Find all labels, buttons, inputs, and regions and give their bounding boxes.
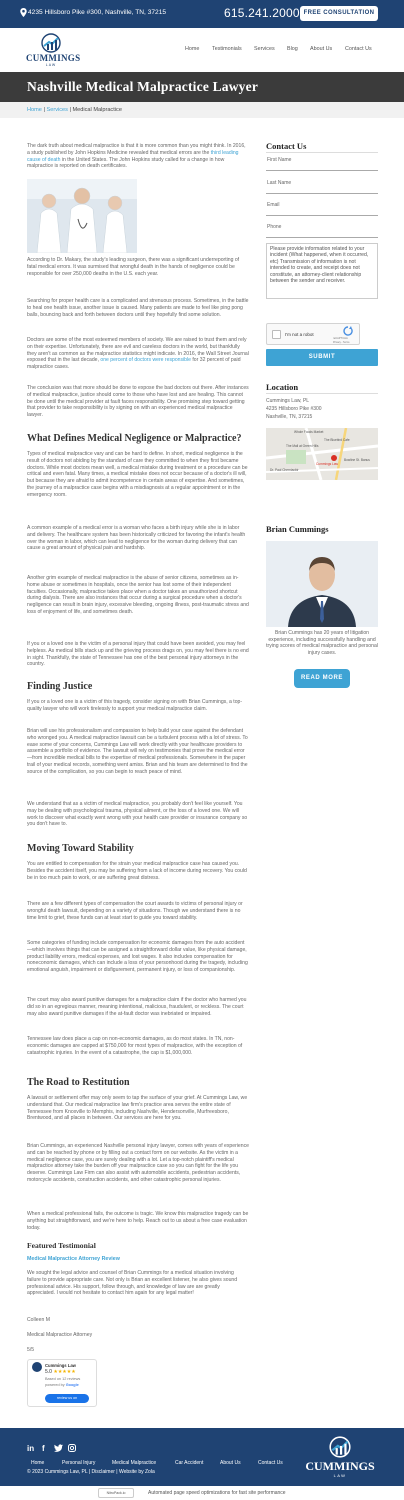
testimonial-body: We sought the legal advice and counsel of Brian Cummings for a medical situation involving failure to provide appropriate care. Not only is Brian an excellent listener, he also gives sound professional advice. His support, follow through, and knowledge of law are are greatly appreciated. I would not hesitate to contact him again for any legal matter! bbox=[27, 1270, 238, 1297]
footer-nav-contact-us[interactable]: Contact Us bbox=[258, 1460, 283, 1466]
bio-heading: Brian Cummings bbox=[266, 524, 329, 534]
breadcrumb-separator: | bbox=[41, 107, 47, 113]
location-heading: Location bbox=[266, 382, 299, 392]
nav-services[interactable]: Services bbox=[254, 46, 275, 52]
logo-subtitle: LAW bbox=[45, 63, 57, 67]
testimonial-rating: 5/5 bbox=[27, 1347, 35, 1353]
message-textarea[interactable]: Please provide information related to your incident (What happened, when it occurred, etc) Transmission of information is not intended to create, and receipt does not constitute, an attorney-client relationship between the sender and receiver. bbox=[266, 243, 378, 299]
header-phone[interactable]: 615.241.2000 bbox=[224, 6, 300, 20]
article-paragraph: Brian Cummings, an experienced Nashville personal injury lawyer, comes with years of experience and can be reached by phone or by filling out a contact form on our website. As the victim in a medical negligence case, you are surely dealing with a lot. Let a top-notch plaintiff's medical malpractice attorney take the burden off your malpractice case so you can fight for the life you deserve. Cummings Law Firm can also assist with automobile accidents, pedestrian accidents, motorcycle accidents, construction accidents, and other catastrophic personal injuries. bbox=[27, 1143, 249, 1183]
article-paragraph: Some categories of funding include compensation for economic damages from the auto accident—which involves things that can be assigned a straightforward dollar value, like physical damage, product liability errors, medical expenses, and lost wages. It also includes compensation for noneconomic damages, which can include a loss of your personhood during the tragedy, including emotional anguish, impairment or disfigurement, permanent injury, or loss of companionship. bbox=[27, 940, 248, 974]
footer-logo-wordmark: CUMMINGS bbox=[305, 1459, 375, 1473]
article-paragraph: When a medical professional fails, the outcome is tragic. We know this malpractice tragedy can be anything but straightforward, and we're here to help. Reach out to us about a free case evaluation today. bbox=[27, 1211, 249, 1231]
nav-contact-us[interactable]: Contact Us bbox=[345, 46, 372, 52]
map-label: Bowline St. Banus bbox=[344, 458, 370, 462]
logo-emblem-icon bbox=[328, 1436, 352, 1458]
site-header bbox=[0, 28, 404, 72]
divider bbox=[266, 152, 378, 153]
review-score: 5.0 bbox=[45, 1369, 52, 1375]
location-pin-icon bbox=[20, 8, 27, 17]
recaptcha-widget[interactable] bbox=[266, 323, 360, 345]
header-address: 4235 Hillsboro Pike #300, Nashville, TN, 37215 bbox=[28, 9, 167, 16]
submit-button[interactable]: SUBMIT bbox=[266, 349, 378, 366]
article-paragraph: Brian will use his professionalism and compassion to help build your case against the defendant who wronged you. A medical malpractice lawsuit can be a turbulent process with a lot of stress. To ease some of your concerns, Cummings Law will work directly with your healthcare providers to assemble a portfolio of evidence. The lawsuit will rely on testimonies that prove the medical error—from incredible medical bills to the expertise of medical professionals. Somewhere in the paper trail of your medical records, something went amiss. Brian and his team are determined to find the source of the complication, so you can begin to reach peace of mind. bbox=[27, 728, 248, 775]
section-heading: Moving Toward Stability bbox=[27, 843, 134, 854]
nitropack-badge[interactable]: NitroPack.io bbox=[98, 1488, 134, 1498]
article-paragraph: According to Dr. Makary, the study's leading surgeon, there was a significant underreporting of fatal medical errors. It was surmised that wrongful death in the hands of negligence could be responsible for over 250,000 deaths in the U.S. each year. bbox=[27, 257, 240, 277]
location-map[interactable] bbox=[266, 428, 378, 480]
testimonial-author: Colleen M bbox=[27, 1317, 50, 1323]
footer-logo[interactable] bbox=[302, 1436, 378, 1480]
last-name-field[interactable]: Last Name bbox=[267, 180, 292, 186]
footer-nav-home[interactable]: Home bbox=[31, 1460, 45, 1466]
powered-by-label: powered by bbox=[45, 1383, 65, 1387]
article-paragraph: You are entitled to compensation for the strain your medical malpractice case has caused you. Besides the accident itself, you may be suffering from a lack of income during recovery. You could be in too much pain to work, or are suffering great distress. bbox=[27, 861, 247, 881]
nitropack-strip bbox=[0, 1486, 404, 1500]
map-label: Dr. Paul Cherniacktr bbox=[270, 468, 299, 472]
nitropack-text: Automated page speed optimizations for fast site performance bbox=[148, 1490, 286, 1496]
article-paragraph: If you or a loved one is the victim of a personal injury that could have been avoided, you may feel helpless. As medical bills stack up and the grieving process drags on, you may feel there is no end in sight. Thankfully, the state of Tennessee has one of the best personal injury attorneys in the country. bbox=[27, 641, 249, 668]
linkedin-icon[interactable]: in bbox=[27, 1444, 35, 1453]
article-paragraph: Types of medical malpractice vary and can be hard to define. In short, medical negligence is the result of doctors not abiding by the standard of care they committed to when they first became doctors. While most doctors mean well, a medical mistake during treatment or a procedure can be critical and even fatal. Many times, a medical mistake does not occur because of a doctor's ill will, but because they are afraid to admit incompetence in certain areas of expertise. And sometimes, the journey of a malpractice case begins with a misdiagnosis at a regular appointment or in the emergency room. bbox=[27, 451, 248, 498]
third-leading-cause-link[interactable]: third leading cause of death bbox=[27, 149, 239, 163]
divider bbox=[266, 393, 378, 394]
nav-testimonials[interactable]: Testimonials bbox=[212, 46, 242, 52]
article-paragraph: The court may also award punitive damages for a malpractice claim if the doctor who harmed you did so in an egregious manner, meaning intentional, malicious, fraudulent, or reckless. The court may also award punitive damages if the at-fault doctor was inebriated or impaired. bbox=[27, 997, 247, 1017]
breadcrumb bbox=[0, 102, 404, 118]
breadcrumb-separator: | bbox=[67, 107, 73, 113]
footer-nav-car-accident[interactable]: Car Accident bbox=[175, 1460, 204, 1466]
article-paragraph: Tennessee law does place a cap on non-economic damages, as do most states. In TN, non-economic damages are capped at $750,000 for most types of malpractice, with the exception of catastrophic injuries. In the event of a catastrophe, the cap is $1,000,000. bbox=[27, 1036, 243, 1056]
page-hero bbox=[0, 72, 404, 102]
breadcrumb-current: Medical Malpractice bbox=[72, 107, 122, 113]
breadcrumb-services[interactable]: Services bbox=[46, 107, 68, 113]
footer-nav-personal-injury[interactable]: Personal Injury bbox=[62, 1460, 96, 1466]
map-label: The Mall at Green Hills bbox=[286, 444, 319, 448]
captcha-terms[interactable]: Privacy - Terms bbox=[333, 341, 350, 344]
testimonial-role: Medical Malpractice Attorney bbox=[27, 1332, 93, 1338]
article-paragraph: A common example of a medical error is a woman who faces a birth injury while she is in labor and delivery. The healthcare system has been historically criticized for favoring the infant's health over the woman in labor, which can lead to negligence for the woman during delivery that can cause a great amount of physical pain and hardship. bbox=[27, 525, 246, 552]
facebook-icon[interactable]: f bbox=[42, 1444, 45, 1453]
doctors-photo bbox=[27, 179, 137, 253]
map-label: The Bluebird Cafe bbox=[324, 438, 350, 442]
site-footer bbox=[0, 1428, 404, 1486]
location-city: Nashville, TN, 37215 bbox=[266, 414, 313, 420]
nav-blog[interactable]: Blog bbox=[287, 46, 298, 52]
footer-nav-about-us[interactable]: About Us bbox=[220, 1460, 241, 1466]
one-percent-doctors-link[interactable]: one percent of doctors were responsible bbox=[100, 357, 191, 364]
footer-logo-subtitle: LAW bbox=[333, 1473, 347, 1478]
article-paragraph: Doctors are some of the most esteemed members of society. We are raised to trust them and rely on their expertise. Unfortunately, there are evil and careless doctors in the world, but thankfully they aren't as common as the malpractice statistics might indicate. In 2016, the Wall Street Journal exposed that in the last decade, one percent of doctors were responsible for 32 percent of paid malpractice cases. bbox=[27, 337, 249, 371]
article-paragraph: The conclusion was that more should be done to expose the bad doctors out there. After instances of medical malpractice, justice should come to those who have lost and are healing. This cannot be done until the medical provider at fault faces responsibility. One promising step toward getting that provider to take responsibility is by signing on with an experienced medical malpractice lawyer. bbox=[27, 385, 249, 419]
first-name-underline bbox=[266, 170, 378, 171]
testimonial-heading: Featured Testimonial bbox=[27, 1241, 96, 1250]
recaptcha-icon bbox=[343, 326, 353, 336]
location-street: 4235 Hillsboro Pike #300 bbox=[266, 406, 322, 412]
article-paragraph: There are a few different types of compensation the court awards to victims of personal injury or wrongful death lawsuit, depending on a variety of situations. Though we understand there is no time limit to grief, these funds can at least start to guide you toward stability. bbox=[27, 901, 243, 921]
instagram-icon[interactable] bbox=[68, 1444, 76, 1452]
phone-underline bbox=[266, 237, 378, 238]
bio-text: Brian Cummings has 20 years of litigation experience, including successfully handling and trying scores of medical malpractice and personal injury cases. bbox=[266, 630, 378, 656]
star-rating-icon: ★★★★★ bbox=[53, 1369, 76, 1375]
read-more-button[interactable]: READ MORE bbox=[294, 669, 350, 688]
article-paragraph: A lawsuit or settlement offer may only seem to tap the surface of your grief. At Cummings Law, we understand that. Our medical malpractice law firm's practice area serves the entire state of Tennessee from Knoxville to Memphis, including Nashville, Hendersonville, Murfreesboro, Brentwood, and all places in between. Our services are here for you. bbox=[27, 1095, 248, 1122]
captcha-checkbox[interactable] bbox=[272, 330, 281, 339]
section-heading: What Defines Medical Negligence or Malpractice? bbox=[27, 433, 242, 444]
nav-about-us[interactable]: About Us bbox=[310, 46, 333, 52]
footer-copyright: © 2023 Cummings Law, PL | Disclaimer | Website by Zola bbox=[27, 1469, 155, 1475]
logo-wordmark: CUMMINGS bbox=[26, 53, 81, 63]
article-paragraph: We understand that as a victim of medical malpractice, you probably don't feel like yourself. You may be dealing with psychological trauma, physical ailment, or the loss of a loved one. We will work to discover what exactly went wrong with your health care provider or insurance company so you don't have to. bbox=[27, 801, 248, 828]
location-name: Cummings Law, PL bbox=[266, 398, 310, 404]
article-paragraph: If you or a loved one is a victim of this tragedy, consider signing on with Brian Cummings, a top-quality lawyer who will work tirelessly to support your medical malpractice claim. bbox=[27, 699, 243, 712]
breadcrumb-home[interactable]: Home bbox=[27, 107, 42, 113]
email-underline bbox=[266, 215, 378, 216]
testimonial-title: Medical Malpractice Attorney Review bbox=[27, 1256, 120, 1262]
twitter-icon[interactable] bbox=[54, 1444, 63, 1452]
nav-home[interactable]: Home bbox=[185, 46, 200, 52]
article-paragraph: Searching for proper health care is a complicated and strenuous process. Sometimes, in the battle to heal one health issue, another issue is caused. Many patients are made to feel like ping pong balls, bouncing back and forth between doctors until they hopefully find some solution. bbox=[27, 298, 249, 318]
review-us-button[interactable]: review us on bbox=[45, 1394, 89, 1403]
contact-heading: Contact Us bbox=[266, 141, 307, 151]
section-heading: The Road to Restitution bbox=[27, 1077, 130, 1088]
phone-field[interactable]: Phone bbox=[267, 224, 282, 230]
map-pin-label: Cummings Law bbox=[316, 462, 338, 466]
logo-emblem-icon bbox=[40, 33, 62, 53]
article-paragraph: Another grim example of medical malpractice is the abuse of senior citizens, sometimes as in-home abuse or sometimes in hospitals, once the senior has lost some of their independent faculties. Occasionally, malpractice takes place when a doctor takes an unauthorized shortcut during dialysis. There are also instances that occur during a surgical procedure when a doctor's negligence can result in brain injury, excessive bleeding, ongoing illness, post-traumatic stress and loss of enjoyment of life, and sometimes death. bbox=[27, 575, 249, 615]
google-logo: Google bbox=[65, 1383, 79, 1387]
article-paragraph: The dark truth about medical malpractice is that it is more common than you might think. In 2016, a study published by John Hopkins Medicine revealed that medical errors are the third leading cause of death in the United States. The John Hopkins study called for a change in how malpractice is reported on death certificates. bbox=[27, 143, 246, 170]
free-consultation-button[interactable]: FREE CONSULTATION bbox=[300, 6, 378, 21]
email-field[interactable]: Email bbox=[267, 202, 280, 208]
attorney-photo bbox=[266, 541, 378, 627]
site-logo[interactable] bbox=[26, 33, 81, 69]
last-name-underline bbox=[266, 193, 378, 194]
review-count: Based on 12 reviews bbox=[45, 1377, 81, 1381]
first-name-field[interactable]: First Name bbox=[267, 157, 292, 163]
page-title: Nashville Medical Malpractice Lawyer bbox=[27, 79, 259, 94]
captcha-brand: reCAPTCHA bbox=[333, 337, 348, 340]
top-bar bbox=[0, 0, 404, 28]
review-avatar bbox=[32, 1362, 42, 1372]
google-review-widget[interactable] bbox=[27, 1359, 97, 1407]
map-graphic bbox=[266, 428, 378, 480]
captcha-label: I'm not a robot bbox=[285, 332, 314, 337]
footer-nav-medical-malpractice[interactable]: Medical Malpractice bbox=[112, 1460, 157, 1466]
map-label: Whole Foods Market bbox=[294, 430, 324, 434]
review-business-name: Cummings Law bbox=[45, 1363, 76, 1368]
section-heading: Finding Justice bbox=[27, 681, 93, 692]
